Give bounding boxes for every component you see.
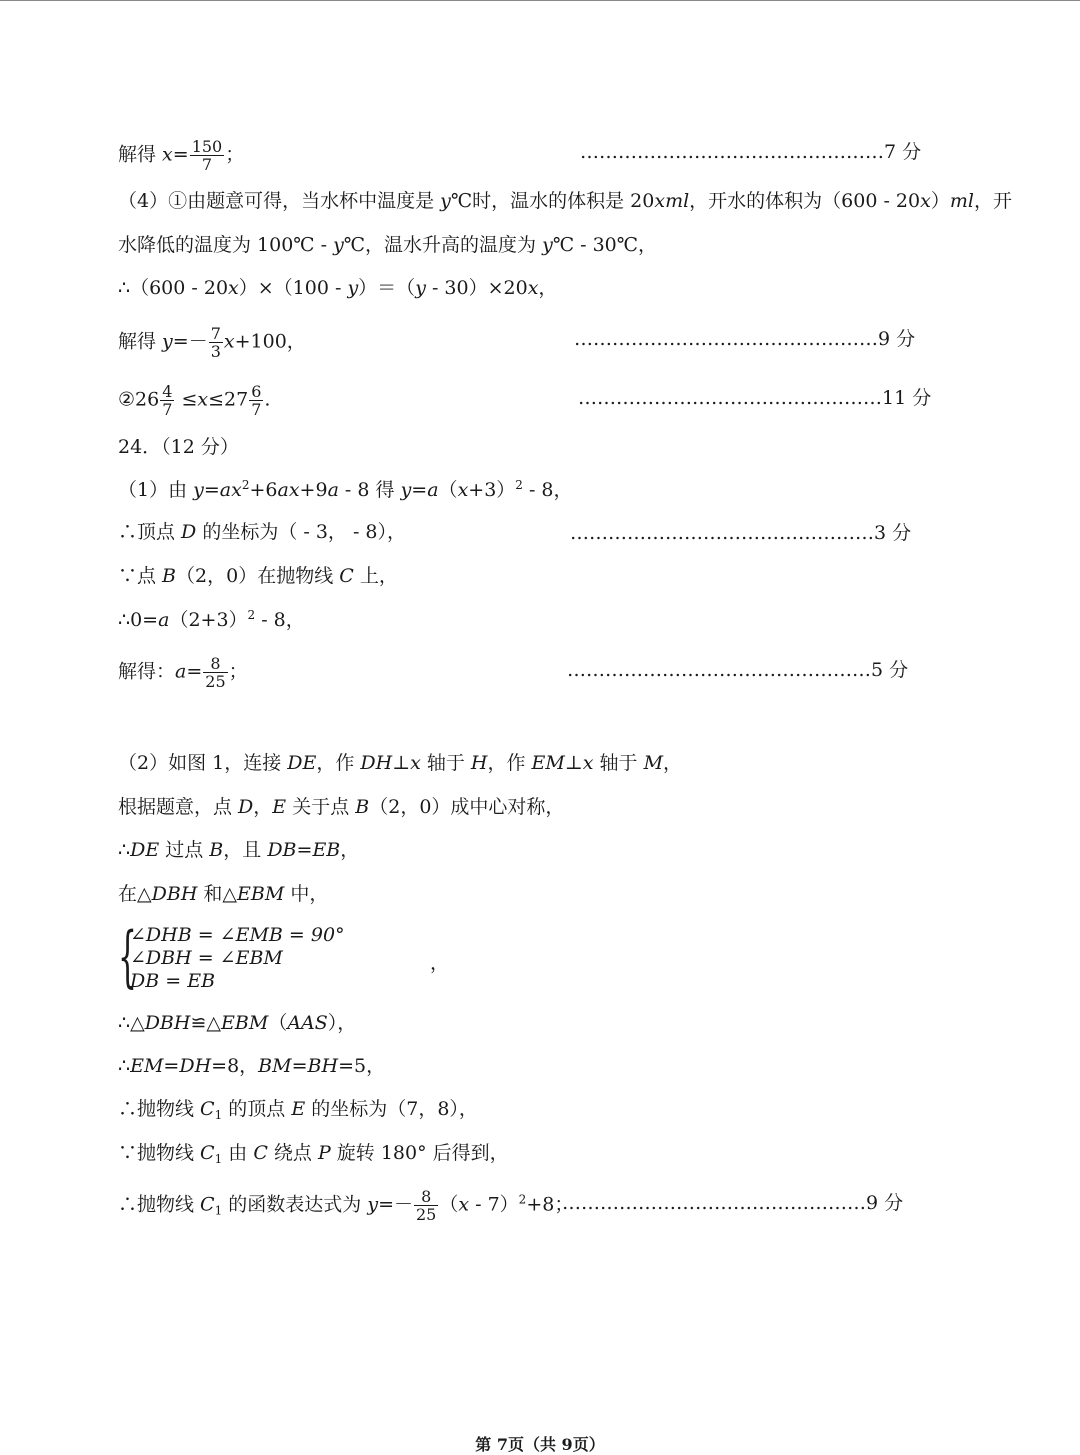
score-9-b: …………………………………………9 分 xyxy=(562,1192,904,1214)
score-5: …………………………………………5 分 xyxy=(567,659,909,681)
score-9-a: …………………………………………9 分 xyxy=(574,328,916,350)
lengths-line: ∴EM=DH=8，BM=BH=5， xyxy=(118,1055,386,1077)
system-comma: ， xyxy=(430,952,450,974)
left-brace: { xyxy=(118,918,137,995)
top-rule xyxy=(0,0,1080,1)
solution-line-a: 解得：a= $\frac{8}{25}$ ； xyxy=(118,654,248,691)
congruence-line: ∴△DBH≌△EBM（AAS）， xyxy=(118,1012,357,1034)
triangles-line: 在△DBH 和△EBM 中， xyxy=(118,883,329,905)
part4-intro-line: （4）①由题意可得，当水杯中温度是 y℃时，温水的体积是 20xml，开水的体积为（600 - 20x）ml，开 xyxy=(118,190,1012,212)
fraction-8-25: $\frac{8}{25}$ xyxy=(205,654,226,691)
temperature-line: 水降低的温度为 100℃ - y℃，温水升高的温度为 y℃ - 30℃， xyxy=(118,234,658,256)
fraction-7-3: $\frac{7}{3}$ xyxy=(210,324,221,361)
fraction-8-25-b: $\frac{8}{25}$ xyxy=(415,1187,437,1224)
part2-line: （2）如图 1，连接 DE，作 DH⊥x 轴于 H，作 EM⊥x 轴于 M， xyxy=(118,752,683,774)
equation-line: ∴（600 - 20x）×（100 - y）＝（y - 30）×20x， xyxy=(118,277,558,299)
symmetry-line: 根据题意，点 D，E 关于点 B（2，0）成中心对称， xyxy=(118,796,565,818)
score-11: …………………………………………11 分 xyxy=(578,387,932,409)
system-row-2: ∠DBH = ∠EBM xyxy=(130,947,283,969)
fraction-4-7: $\frac{4}{7}$ xyxy=(162,382,173,419)
vertex-d-line: ∴顶点 D 的坐标为（ - 3， - 8）， xyxy=(118,521,406,543)
vertex-e-line: ∴抛物线 $C_1$ 的顶点 E 的坐标为（7，8）， xyxy=(118,1098,478,1122)
system-row-1: ∠DHB = ∠EMB = 90° xyxy=(130,924,345,946)
substitution-line: $\therefore 0=a(2+3)^2 - 8$， xyxy=(118,608,305,631)
page-footer: 第 7页（共 9页） xyxy=(475,1435,605,1454)
solution-line-x: 解得 x= $\frac{150}{7}$ ； xyxy=(118,137,245,174)
point-b-line: ∵点 B（2，0）在抛物线 C 上， xyxy=(118,565,398,587)
question-24-header: 24．（12 分） xyxy=(118,436,239,458)
fraction-6-7: $\frac{6}{7}$ xyxy=(251,382,262,419)
system-row-3: DB = EB xyxy=(130,970,216,992)
rotation-line: ∵抛物线 $C_1$ 由 C 绕点 P 旋转 180° 后得到， xyxy=(118,1142,509,1166)
de-through-b-line: ∴DE 过点 B，且 DB=EB， xyxy=(118,839,360,861)
fraction-150-7: $\frac{150}{7}$ xyxy=(191,137,223,174)
part1-line: （1）由 $y=ax^2+6ax+9a - 8$ 得 $y=a(x+3)^2 - 8$， xyxy=(118,478,573,501)
solution-line-y: 解得 y=－ $\frac{7}{3}$ x+100， xyxy=(118,324,306,361)
score-7: …………………………………………7 分 xyxy=(580,141,922,163)
range-line: ②26 $\frac{4}{7}$ ≤x≤27 $\frac{6}{7}$ . xyxy=(118,382,271,419)
expression-line: ∴抛物线 $C_1$ 的函数表达式为 y=－ $\frac{8}{25}$ （x - 7）$^2$+8； xyxy=(118,1187,574,1224)
score-3: …………………………………………3 分 xyxy=(570,522,912,544)
